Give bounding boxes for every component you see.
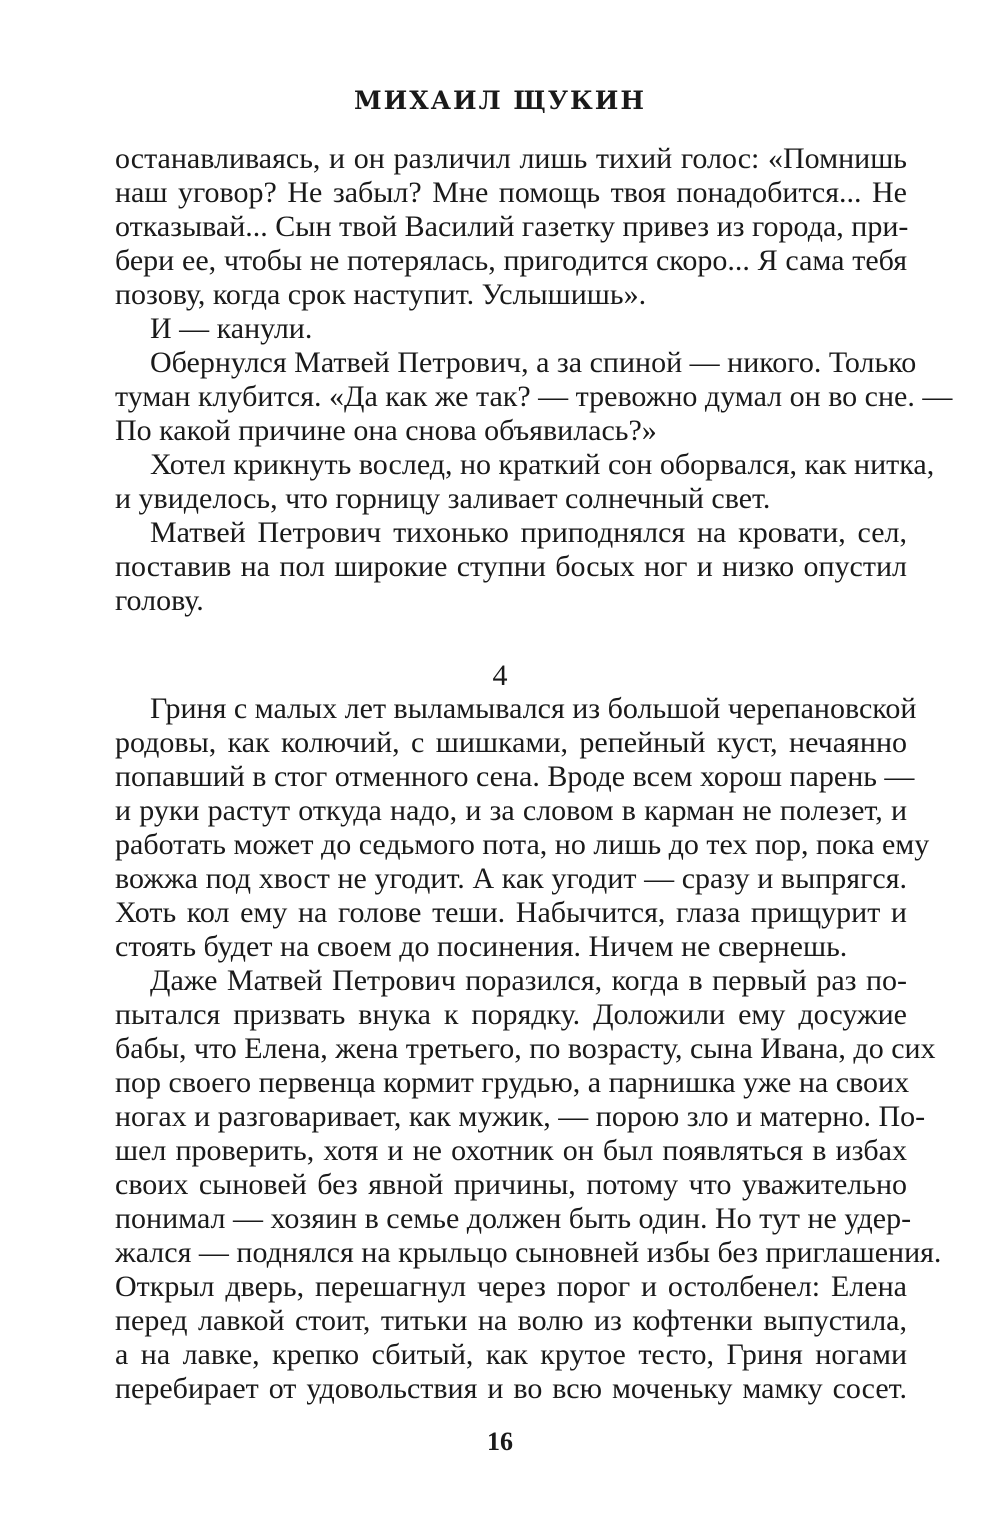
text-line: перебирает от удовольствия и во всю моченьку мамку сосет. (115, 1372, 907, 1405)
text-line: попавший в стог отменного сена. Вроде всем хорош парень — (115, 760, 915, 793)
text-line: Хоть кол ему на голове теши. Набычится, глаза прищурит и (115, 896, 907, 929)
text-line: бери ее, чтобы не потерялась, пригодится скоро... Я сама тебя (115, 244, 907, 277)
text-line: отказывай... Сын твой Василий газетку привез из города, при- (115, 210, 909, 243)
text-line: поставив на пол широкие ступни босых ног и низко опустил (115, 550, 907, 583)
text-line: голову. (115, 584, 204, 617)
text-line: понимал — хозяин в семье должен быть один. Но тут не удер- (115, 1202, 912, 1235)
text-line: своих сыновей без явной причины, потому что уважительно (115, 1168, 907, 1201)
text-line: И — канули. (150, 312, 313, 345)
paragraph (115, 516, 907, 618)
paragraph (115, 312, 907, 346)
text-line: и руки растут откуда надо, и за словом в карман не полезет, и (115, 794, 907, 827)
text-line: наш уговор? Не забыл? Мне помощь твоя понадобится... Не (115, 176, 907, 209)
page-number: 16 (487, 1427, 513, 1456)
text-line: стоять будет на своем до посинения. Ничем не свернешь. (115, 930, 848, 963)
text-line: пор своего первенца кормит грудью, а парнишка уже на своих (115, 1066, 910, 1099)
text-line: перед лавкой стоит, титьки на волю из кофтенки выпустила, (115, 1304, 907, 1337)
text-line: а на лавке, крепко сбитый, как крутое тесто, Гриня ногами (115, 1338, 907, 1371)
text-line: туман клубится. «Да как же так? — тревожно думал он во сне. — (115, 380, 953, 413)
paragraph (115, 448, 935, 516)
text-line: останавливаясь, и он различил лишь тихий голос: «Помнишь (115, 142, 907, 175)
section-number: 4 (492, 659, 508, 692)
text-line: бабы, что Елена, жена третьего, по возрасту, сына Ивана, до сих (115, 1032, 936, 1065)
text-line: жался — поднялся на крыльцо сыновней избы без приглашения. (115, 1236, 942, 1269)
paragraph (115, 692, 930, 964)
text-line: Хотел крикнуть вослед, но краткий сон оборвался, как нитка, (150, 448, 935, 481)
text-line: и увиделось, что горницу заливает солнечный свет. (115, 482, 771, 515)
text-line: Гриня с малых лет выламывался из большой черепановской (150, 692, 917, 725)
text-line: ногах и разговаривает, как мужик, — порою зло и матерно. По- (115, 1100, 926, 1133)
text-line: позову, когда срок наступит. Услышишь». (115, 278, 647, 311)
text-line: Даже Матвей Петрович поразился, когда в первый раз по- (150, 964, 907, 997)
text-line: Матвей Петрович тихонько приподнялся на кровати, сел, (150, 516, 907, 549)
text-line: вожжа под хвост не угодит. А как угодит — сразу и выпрягся. (115, 862, 907, 895)
text-block-1 (115, 142, 953, 618)
paragraph (115, 964, 942, 1406)
text-line: работать может до седьмого пота, но лишь до тех пор, пока ему (115, 828, 930, 861)
text-line: Открыл дверь, перешагнул через порог и остолбенел: Елена (115, 1270, 907, 1303)
text-line: шел проверить, хотя и не охотник он был появляться в избах (115, 1134, 907, 1167)
text-line: По какой причине она снова объявилась?» (115, 414, 657, 447)
text-line: Обернулся Матвей Петрович, а за спиной — никого. Только (150, 346, 917, 379)
paragraph (115, 142, 907, 312)
text-block-2 (115, 692, 942, 1406)
running-head: МИХАИЛ ЩУКИН (353, 86, 647, 115)
text-line: пытался призвать внука к порядку. Доложили ему досужие (115, 998, 907, 1031)
paragraph (115, 346, 953, 448)
text-line: родовы, как колючий, с шишками, репейный куст, нечаянно (115, 726, 907, 759)
